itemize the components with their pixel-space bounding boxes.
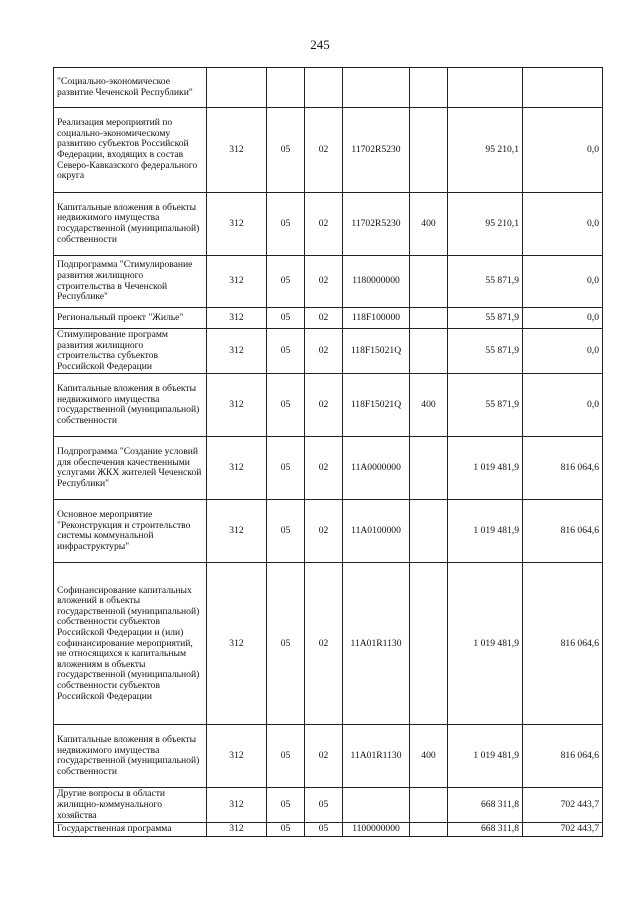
target-article-code: 11А01R1130 xyxy=(343,563,410,725)
row-name: Основное мероприятие "Реконструкция и строительство системы коммунальной инфраструктуры" xyxy=(54,500,207,563)
expense-type-code xyxy=(410,788,448,823)
subsection-code: 02 xyxy=(305,193,343,256)
subsection-code: 02 xyxy=(305,500,343,563)
row-name: Капитальные вложения в объекты недвижимого имущества государственной (муниципальной) собственности xyxy=(54,725,207,788)
amount-year-1: 1 019 481,9 xyxy=(448,500,523,563)
amount-year-1: 55 871,9 xyxy=(448,308,523,329)
ministry-code: 312 xyxy=(207,256,267,308)
ministry-code: 312 xyxy=(207,500,267,563)
ministry-code: 312 xyxy=(207,108,267,193)
subsection-code: 02 xyxy=(305,437,343,500)
section-code: 05 xyxy=(267,725,305,788)
amount-year-2: 0,0 xyxy=(523,108,603,193)
row-name: Капитальные вложения в объекты недвижимого имущества государственной (муниципальной) собственности xyxy=(54,374,207,437)
target-article-code: 1100000000 xyxy=(343,823,410,837)
ministry-code: 312 xyxy=(207,823,267,837)
amount-year-1: 55 871,9 xyxy=(448,256,523,308)
table-row xyxy=(54,437,603,500)
expense-type-code xyxy=(410,308,448,329)
row-name: Стимулирование программ развития жилищного строительства субъектов Российской Федерации xyxy=(54,329,207,374)
expense-type-code: 400 xyxy=(410,193,448,256)
amount-year-2: 816 064,6 xyxy=(523,563,603,725)
subsection-code xyxy=(305,68,343,108)
expense-type-code: 400 xyxy=(410,374,448,437)
row-name: Государственная программа xyxy=(54,823,207,837)
row-name: Капитальные вложения в объекты недвижимого имущества государственной (муниципальной) собственности xyxy=(54,193,207,256)
expense-type-code xyxy=(410,256,448,308)
budget-table xyxy=(53,67,603,837)
section-code: 05 xyxy=(267,256,305,308)
section-code: 05 xyxy=(267,329,305,374)
target-article-code: 11А0000000 xyxy=(343,437,410,500)
amount-year-1 xyxy=(448,68,523,108)
ministry-code: 312 xyxy=(207,329,267,374)
target-article-code xyxy=(343,68,410,108)
expense-type-code xyxy=(410,108,448,193)
expense-type-code xyxy=(410,563,448,725)
target-article-code: 118F15021Q xyxy=(343,329,410,374)
row-name: "Социально-экономическое развитие Чеченской Республики" xyxy=(54,68,207,108)
table-row xyxy=(54,823,603,837)
table-row xyxy=(54,193,603,256)
amount-year-2: 816 064,6 xyxy=(523,725,603,788)
section-code: 05 xyxy=(267,437,305,500)
amount-year-2: 0,0 xyxy=(523,256,603,308)
table-row xyxy=(54,68,603,108)
amount-year-1: 1 019 481,9 xyxy=(448,437,523,500)
amount-year-2: 816 064,6 xyxy=(523,437,603,500)
section-code: 05 xyxy=(267,500,305,563)
target-article-code: 11702R5230 xyxy=(343,193,410,256)
ministry-code: 312 xyxy=(207,725,267,788)
table-row xyxy=(54,500,603,563)
amount-year-1: 95 210,1 xyxy=(448,108,523,193)
expense-type-code xyxy=(410,500,448,563)
table-row xyxy=(54,256,603,308)
table-body xyxy=(54,68,603,837)
ministry-code: 312 xyxy=(207,308,267,329)
amount-year-2: 702 443,7 xyxy=(523,823,603,837)
ministry-code: 312 xyxy=(207,563,267,725)
subsection-code: 02 xyxy=(305,308,343,329)
page-number: 245 xyxy=(310,37,330,52)
amount-year-2: 702 443,7 xyxy=(523,788,603,823)
target-article-code: 118F100000 xyxy=(343,308,410,329)
amount-year-2: 0,0 xyxy=(523,193,603,256)
subsection-code: 05 xyxy=(305,788,343,823)
subsection-code: 02 xyxy=(305,374,343,437)
subsection-code: 02 xyxy=(305,256,343,308)
expense-type-code: 400 xyxy=(410,725,448,788)
section-code: 05 xyxy=(267,788,305,823)
target-article-code: 11А01R1130 xyxy=(343,725,410,788)
row-name: Другие вопросы в области жилищно-коммунального хозяйства xyxy=(54,788,207,823)
subsection-code: 02 xyxy=(305,725,343,788)
section-code: 05 xyxy=(267,563,305,725)
section-code: 05 xyxy=(267,374,305,437)
ministry-code: 312 xyxy=(207,437,267,500)
section-code: 05 xyxy=(267,108,305,193)
section-code: 05 xyxy=(267,823,305,837)
section-code: 05 xyxy=(267,193,305,256)
ministry-code: 312 xyxy=(207,193,267,256)
amount-year-2: 816 064,6 xyxy=(523,500,603,563)
amount-year-2: 0,0 xyxy=(523,308,603,329)
amount-year-1: 1 019 481,9 xyxy=(448,563,523,725)
amount-year-2: 0,0 xyxy=(523,329,603,374)
target-article-code: 1180000000 xyxy=(343,256,410,308)
table-row xyxy=(54,374,603,437)
target-article-code xyxy=(343,788,410,823)
amount-year-1: 668 311,8 xyxy=(448,823,523,837)
amount-year-1: 95 210,1 xyxy=(448,193,523,256)
subsection-code: 05 xyxy=(305,823,343,837)
amount-year-1: 55 871,9 xyxy=(448,374,523,437)
table-row xyxy=(54,725,603,788)
expense-type-code xyxy=(410,329,448,374)
row-name: Реализация мероприятий по социально-экономическому развитию субъектов Российской Федерации, входящих в состав Северо-Кавказского федерального округа xyxy=(54,108,207,193)
ministry-code xyxy=(207,68,267,108)
table-row xyxy=(54,108,603,193)
amount-year-1: 55 871,9 xyxy=(448,329,523,374)
table-row xyxy=(54,308,603,329)
ministry-code: 312 xyxy=(207,788,267,823)
row-name: Софинансирование капитальных вложений в объекты государственной (муниципальной) собственности субъектов Российской Федерации и (или) софинансирование мероприятий, не относящихся к капитальным вложениям в объекты государственной (муниципальной) собственности субъектов Российской Федерации xyxy=(54,563,207,725)
target-article-code: 11702R5230 xyxy=(343,108,410,193)
subsection-code: 02 xyxy=(305,108,343,193)
amount-year-2: 0,0 xyxy=(523,374,603,437)
amount-year-1: 668 311,8 xyxy=(448,788,523,823)
subsection-code: 02 xyxy=(305,329,343,374)
expense-type-code xyxy=(410,437,448,500)
amount-year-2 xyxy=(523,68,603,108)
section-code: 05 xyxy=(267,308,305,329)
amount-year-1: 1 019 481,9 xyxy=(448,725,523,788)
target-article-code: 118F15021Q xyxy=(343,374,410,437)
table-row xyxy=(54,329,603,374)
target-article-code: 11А0100000 xyxy=(343,500,410,563)
table-row xyxy=(54,563,603,725)
expense-type-code xyxy=(410,68,448,108)
expense-type-code xyxy=(410,823,448,837)
table-row xyxy=(54,788,603,823)
row-name: Региональный проект "Жилье" xyxy=(54,308,207,329)
ministry-code: 312 xyxy=(207,374,267,437)
section-code xyxy=(267,68,305,108)
row-name: Подпрограмма "Стимулирование развития жилищного строительства в Чеченской Республике" xyxy=(54,256,207,308)
row-name: Подпрограмма "Создание условий для обеспечения качественными услугами ЖКХ жителей Чеченской Республики" xyxy=(54,437,207,500)
subsection-code: 02 xyxy=(305,563,343,725)
